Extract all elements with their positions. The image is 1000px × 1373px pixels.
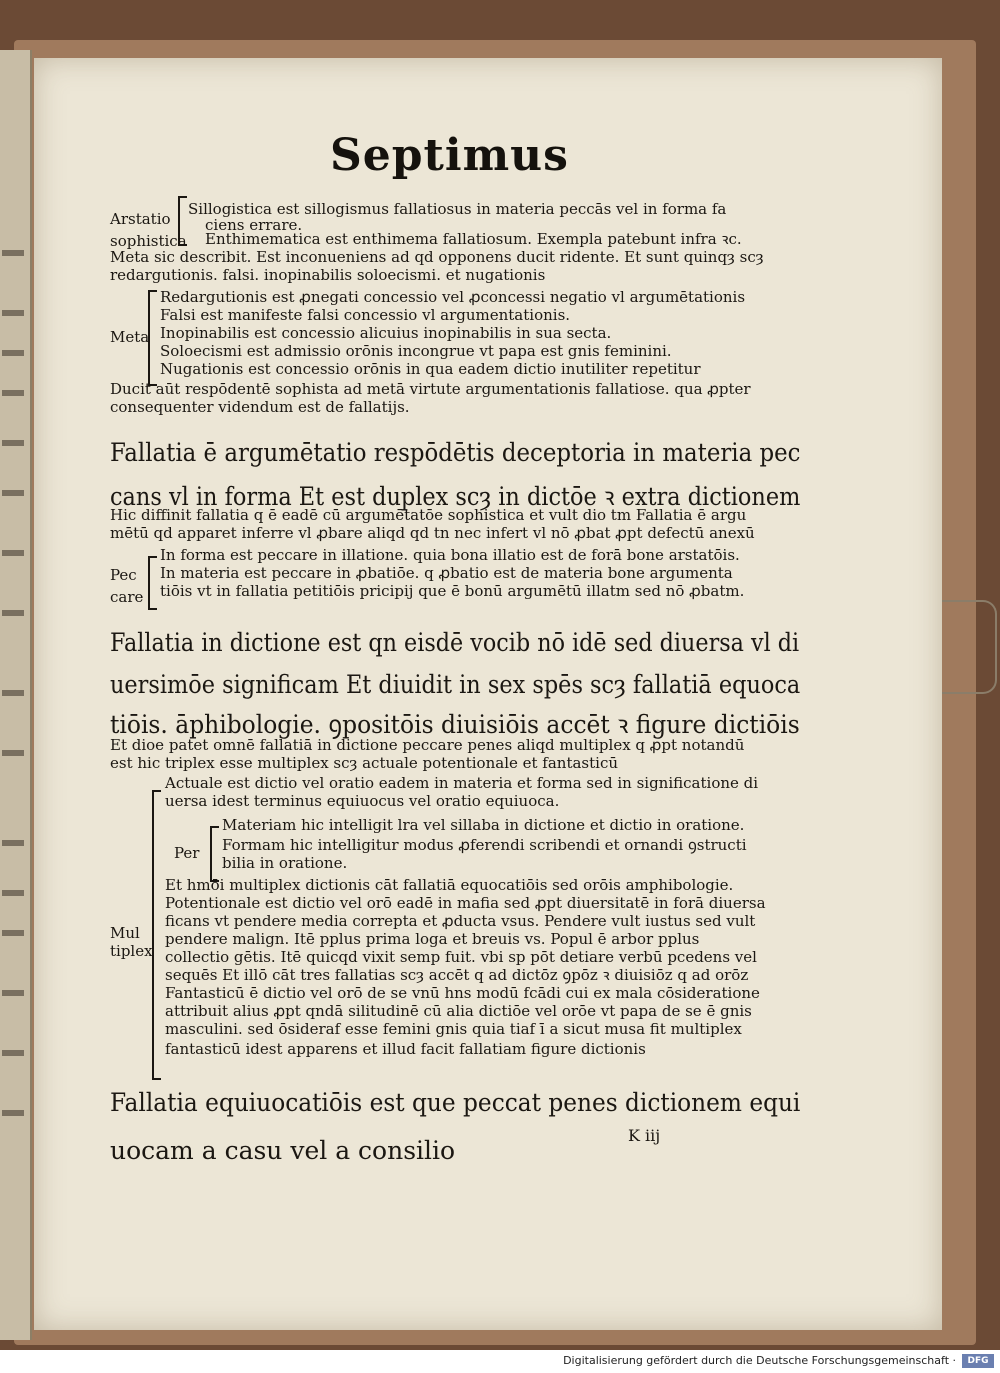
text-line: consequenter videndum est de fallatijs. <box>110 398 410 416</box>
text-line: masculini. sed ōsideraf esse femini gnis quia tiaf ī a sicut musa fit multiplex <box>165 1020 742 1038</box>
dfg-logo: DFG <box>962 1354 994 1368</box>
heading-line: Fallatia in dictione est qn eisdē vocib nō idē sed diuersa vl di <box>110 628 800 657</box>
text-line: ciens errare. <box>205 216 303 234</box>
text-line: Soloecismi est admissio orōnis incongrue vt papa est gnis feminini. <box>160 342 672 360</box>
text-line: Inopinabilis est concessio alicuius inopinabilis in sua secta. <box>160 324 612 342</box>
side-label: Pec <box>110 566 137 584</box>
text-line: Hic diffinit fallatia q ē eadē cū argumētatōe sophistica et vult dio tm Fallatia ē argu <box>110 506 747 524</box>
text-line: Enthimematica est enthimema fallatiosum. Exempla patebunt infra ꝛc. <box>205 230 742 248</box>
text-line: Sillogistica est sillogismus fallatiosus in materia peccās vel in forma fa <box>188 200 727 218</box>
text-line: pendere malign. Itē pplus prima loga et breuis vs. Popul ē arbor pplus <box>165 930 700 948</box>
text-line: Potentionale est dictio vel orō eadē in mafia sed ꝓpt diuersitatē in forā diuersa <box>165 894 766 912</box>
heading-line: uersimōe significam Et diuidit in sex spēs scȝ fallatiā equoca <box>110 670 801 699</box>
text-line: In forma est peccare in illatione. quia bona illatio est de forā bone arstatōis. <box>160 546 740 564</box>
text-line: Nugationis est concessio orōnis in qua eadem dictio inutiliter repetitur <box>160 360 701 378</box>
text-line: fantasticū idest apparens et illud facit fallatiam figure dictionis <box>165 1040 646 1058</box>
text-line: collectio gētis. Itē quicqd vixit semp fuit. vbi sp pōt detiare verbū pcedens vel <box>165 948 757 966</box>
text-line: tiōis vt in fallatia petitiōis pricipij que ē bonū argumētū illatm sed nō ꝓbatm. <box>160 582 745 600</box>
text-line: In materia est peccare in ꝓbatiōe. q ꝓbatio est de materia bone argumenta <box>160 564 733 582</box>
bookmark-ribbon <box>940 600 997 694</box>
bracket-peccare <box>148 556 157 610</box>
side-label: sophistica <box>110 232 187 250</box>
text-line: est hic triplex esse multiplex scȝ actuale potentionale et fantasticū <box>110 754 619 772</box>
text-line: Et hmōi multiplex dictionis cāt fallatiā equocatiōis sed orōis amphibologie. <box>165 876 734 894</box>
bracket-multiplex <box>152 790 161 1080</box>
heading-line: Fallatia ē argumētatio respōdētis deceptoria in materia pec <box>110 438 801 467</box>
footer-bar <box>0 1350 1000 1373</box>
bracket-per <box>210 826 219 882</box>
side-label: Per <box>174 844 200 862</box>
side-label: Arstatio <box>110 210 171 228</box>
signature-mark: K iij <box>628 1126 661 1145</box>
text-line: mētū qd apparet inferre vl ꝓbare aliqd qd tn nec infert vl nō ꝓbat ꝓpt defectū anexū <box>110 524 755 542</box>
side-label: Mul <box>110 924 140 942</box>
heading-line: Fallatia equiuocatiōis est que peccat penes dictionem equi <box>110 1088 801 1117</box>
text-line: bilia in oratione. <box>222 854 348 872</box>
text-line: Et dioe patet omnē fallatiā in dictione peccare penes aliqd multiplex q ꝓpt notandū <box>110 736 745 754</box>
text-line: ficans vt pendere media correpta et ꝓducta vsus. Pendere vult iustus sed vult <box>165 912 756 930</box>
text-line: Redargutionis est ꝓnegati concessio vel ꝓconcessi negatio vl argumētationis <box>160 288 746 306</box>
text-line: Falsi est manifeste falsi concessio vl argumentationis. <box>160 306 571 324</box>
text-line: Actuale est dictio vel oratio eadem in materia et forma sed in significatione di <box>165 774 759 792</box>
side-label: care <box>110 588 144 606</box>
left-page-edge <box>0 50 32 1340</box>
text-line: uersa idest terminus equiuocus vel oratio equiuoca. <box>165 792 560 810</box>
bracket-meta <box>148 290 157 386</box>
heading-line: cans vl in forma Et est duplex scȝ in dictōe ꝛ extra dictionem <box>110 482 801 511</box>
text-line: Formam hic intelligitur modus ꝓferendi scribendi et ornandi ꝯstructi <box>222 836 747 854</box>
text-line: Fantasticū ē dictio vel orō de se vnū hns modū fcādi cui ex mala cōsideratione <box>165 984 760 1002</box>
text-line: Materiam hic intelligit lra vel sillaba in dictione et dictio in oratione. <box>222 816 745 834</box>
text-line: sequēs Et illō cāt tres fallatias scȝ accēt q ad dictōz ꝯpōz ꝛ diuisiōz q ad orōz <box>165 966 749 984</box>
text-line: Meta sic describit. Est inconueniens ad qd opponens ducit ridente. Et sunt quinqȝ scȝ <box>110 248 764 266</box>
funding-credit: Digitalisierung gefördert durch die Deutsche Forschungsgemeinschaft · <box>563 1354 956 1367</box>
text-line: redargutionis. falsi. inopinabilis soloecismi. et nugationis <box>110 266 546 284</box>
heading-line: uocam a casu vel a consilio <box>110 1136 456 1165</box>
heading-line: tiōis. āphibologie. ꝯpositōis diuisiōis accēt ꝛ figure dictiōis <box>110 710 800 739</box>
text-line: attribuit alius ꝓpt qndā silitudinē cū alia dictiōe vel orōe vt papa de se ē gnis <box>165 1002 752 1020</box>
side-label: tiplex <box>110 942 153 960</box>
side-label: Meta <box>110 328 150 346</box>
running-head: Septimus <box>330 130 569 181</box>
text-line: Ducit aūt respōdentē sophista ad metā virtute argumentationis fallatiose. qua ꝓpter <box>110 380 751 398</box>
